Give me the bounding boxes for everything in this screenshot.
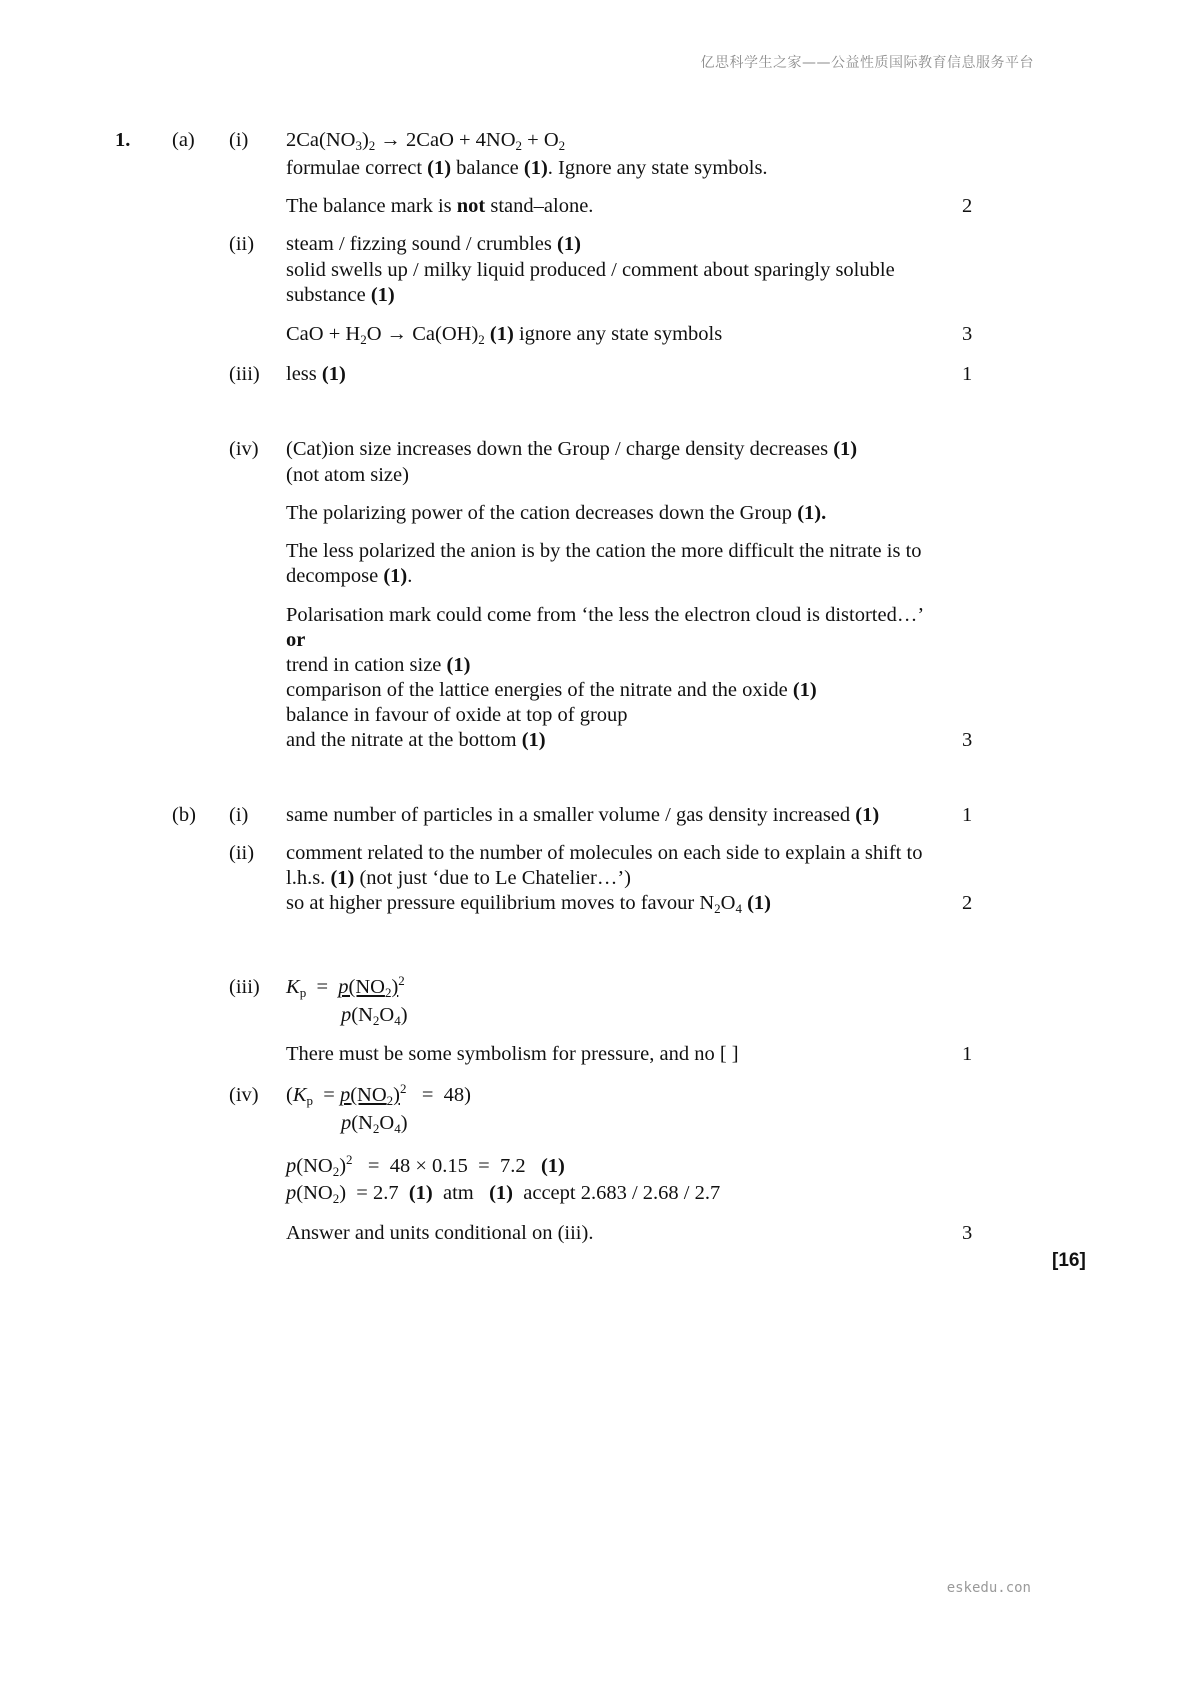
a-ii-line1: steam / fizzing sound / crumbles (1) <box>286 233 581 255</box>
a-ii-line2: solid swells up / milky liquid produced / comment about sparingly soluble <box>286 259 895 281</box>
b-iv-kp-equation: $(K_p = p(NO_2)^2 = 48)$ <box>286 1081 471 1108</box>
a-ii-label: (ii) <box>229 233 255 255</box>
a-iv-line3: The polarizing power of the cation decreases down the Group (1). <box>286 502 827 524</box>
b-iii-mark: 1 <box>962 1043 973 1065</box>
a-i-mark: 2 <box>962 195 973 217</box>
a-iii-line1: less (1) <box>286 363 346 385</box>
b-iv-numerator: $p(NO_2)$ <box>339 1084 400 1108</box>
b-ii-line2: l.h.s. (1) (not just ‘due to Le Chatelier…’) <box>286 867 632 889</box>
a-ii-line4: CaO + $H_2O \to Ca(OH)_2$ (1) ignore any state symbols <box>286 323 723 347</box>
a-iv-label: (iv) <box>229 438 259 460</box>
b-iv-line5: Answer and units conditional on (iii). <box>286 1222 594 1244</box>
b-iii-denominator: $p(N_2O_4)$ <box>341 1004 408 1028</box>
a-i-line2: formulae correct (1) balance (1). Ignore any state symbols. <box>286 157 768 179</box>
b-ii-mark: 2 <box>962 892 973 914</box>
part-a-label: (a) <box>172 129 195 151</box>
b-iii-line3: There must be some symbolism for pressure, and no [ ] <box>286 1043 739 1065</box>
b-iv-line3: $p(NO_2)^2 = 48 \times 0.15 = 7.2$ (1) <box>286 1152 565 1179</box>
a-iv-line11: and the nitrate at the bottom (1) <box>286 729 546 751</box>
b-iii-numerator: $p(NO_2)$ <box>338 976 399 1000</box>
a-iv-line5: decompose (1). <box>286 565 413 587</box>
question-number: 1. <box>115 129 131 151</box>
b-iv-mark: 3 <box>962 1222 973 1244</box>
a-i-equation: $2Ca(NO_3)_2 \to 2CaO + 4NO_2 + O_2$ <box>286 129 566 153</box>
page-footer: eskedu.con <box>946 1580 1031 1596</box>
b-ii-line3: so at higher pressure equilibrium moves to favour $N_2O_4$ (1) <box>286 892 771 916</box>
b-iii-label: (iii) <box>229 976 260 998</box>
b-iv-label: (iv) <box>229 1084 259 1106</box>
a-iv-line2: (not atom size) <box>286 464 409 486</box>
a-i-label: (i) <box>229 129 249 151</box>
page-header: 亿思科学生之家——公益性质国际教育信息服务平台 <box>700 55 1034 71</box>
a-iv-or: or <box>286 629 306 651</box>
a-iv-line6: Polarisation mark could come from ‘the less the electron cloud is distorted…’ <box>286 604 925 626</box>
b-iii-kp-equation: $K_p = p(NO_2)^2$ <box>286 973 405 1000</box>
a-ii-mark: 3 <box>962 323 973 345</box>
b-iv-line4: $p(NO_2) = 2.7$ (1) atm (1) accept 2.683 / 2.68 / 2.7 <box>286 1182 721 1206</box>
question-total: [16] <box>1052 1250 1086 1271</box>
a-iv-line9: comparison of the lattice energies of the nitrate and the oxide (1) <box>286 679 817 701</box>
b-iv-denominator: $p(N_2O_4)$ <box>341 1112 408 1136</box>
a-iv-line8: trend in cation size (1) <box>286 654 471 676</box>
a-iii-mark: 1 <box>962 363 973 385</box>
a-iv-line1: (Cat)ion size increases down the Group / charge density decreases (1) <box>286 438 858 460</box>
a-iv-line10: balance in favour of oxide at top of group <box>286 704 628 726</box>
b-i-line1: same number of particles in a smaller volume / gas density increased (1) <box>286 804 880 826</box>
a-i-line3: The balance mark is not stand–alone. <box>286 195 594 217</box>
a-iii-label: (iii) <box>229 363 260 385</box>
b-i-label: (i) <box>229 804 249 826</box>
b-ii-label: (ii) <box>229 842 255 864</box>
a-iv-line4: The less polarized the anion is by the cation the more difficult the nitrate is to <box>286 540 922 562</box>
a-ii-line3: substance (1) <box>286 284 395 306</box>
b-ii-line1: comment related to the number of molecules on each side to explain a shift to <box>286 842 923 864</box>
a-iv-mark: 3 <box>962 729 973 751</box>
part-b-label: (b) <box>172 804 196 826</box>
b-i-mark: 1 <box>962 804 973 826</box>
